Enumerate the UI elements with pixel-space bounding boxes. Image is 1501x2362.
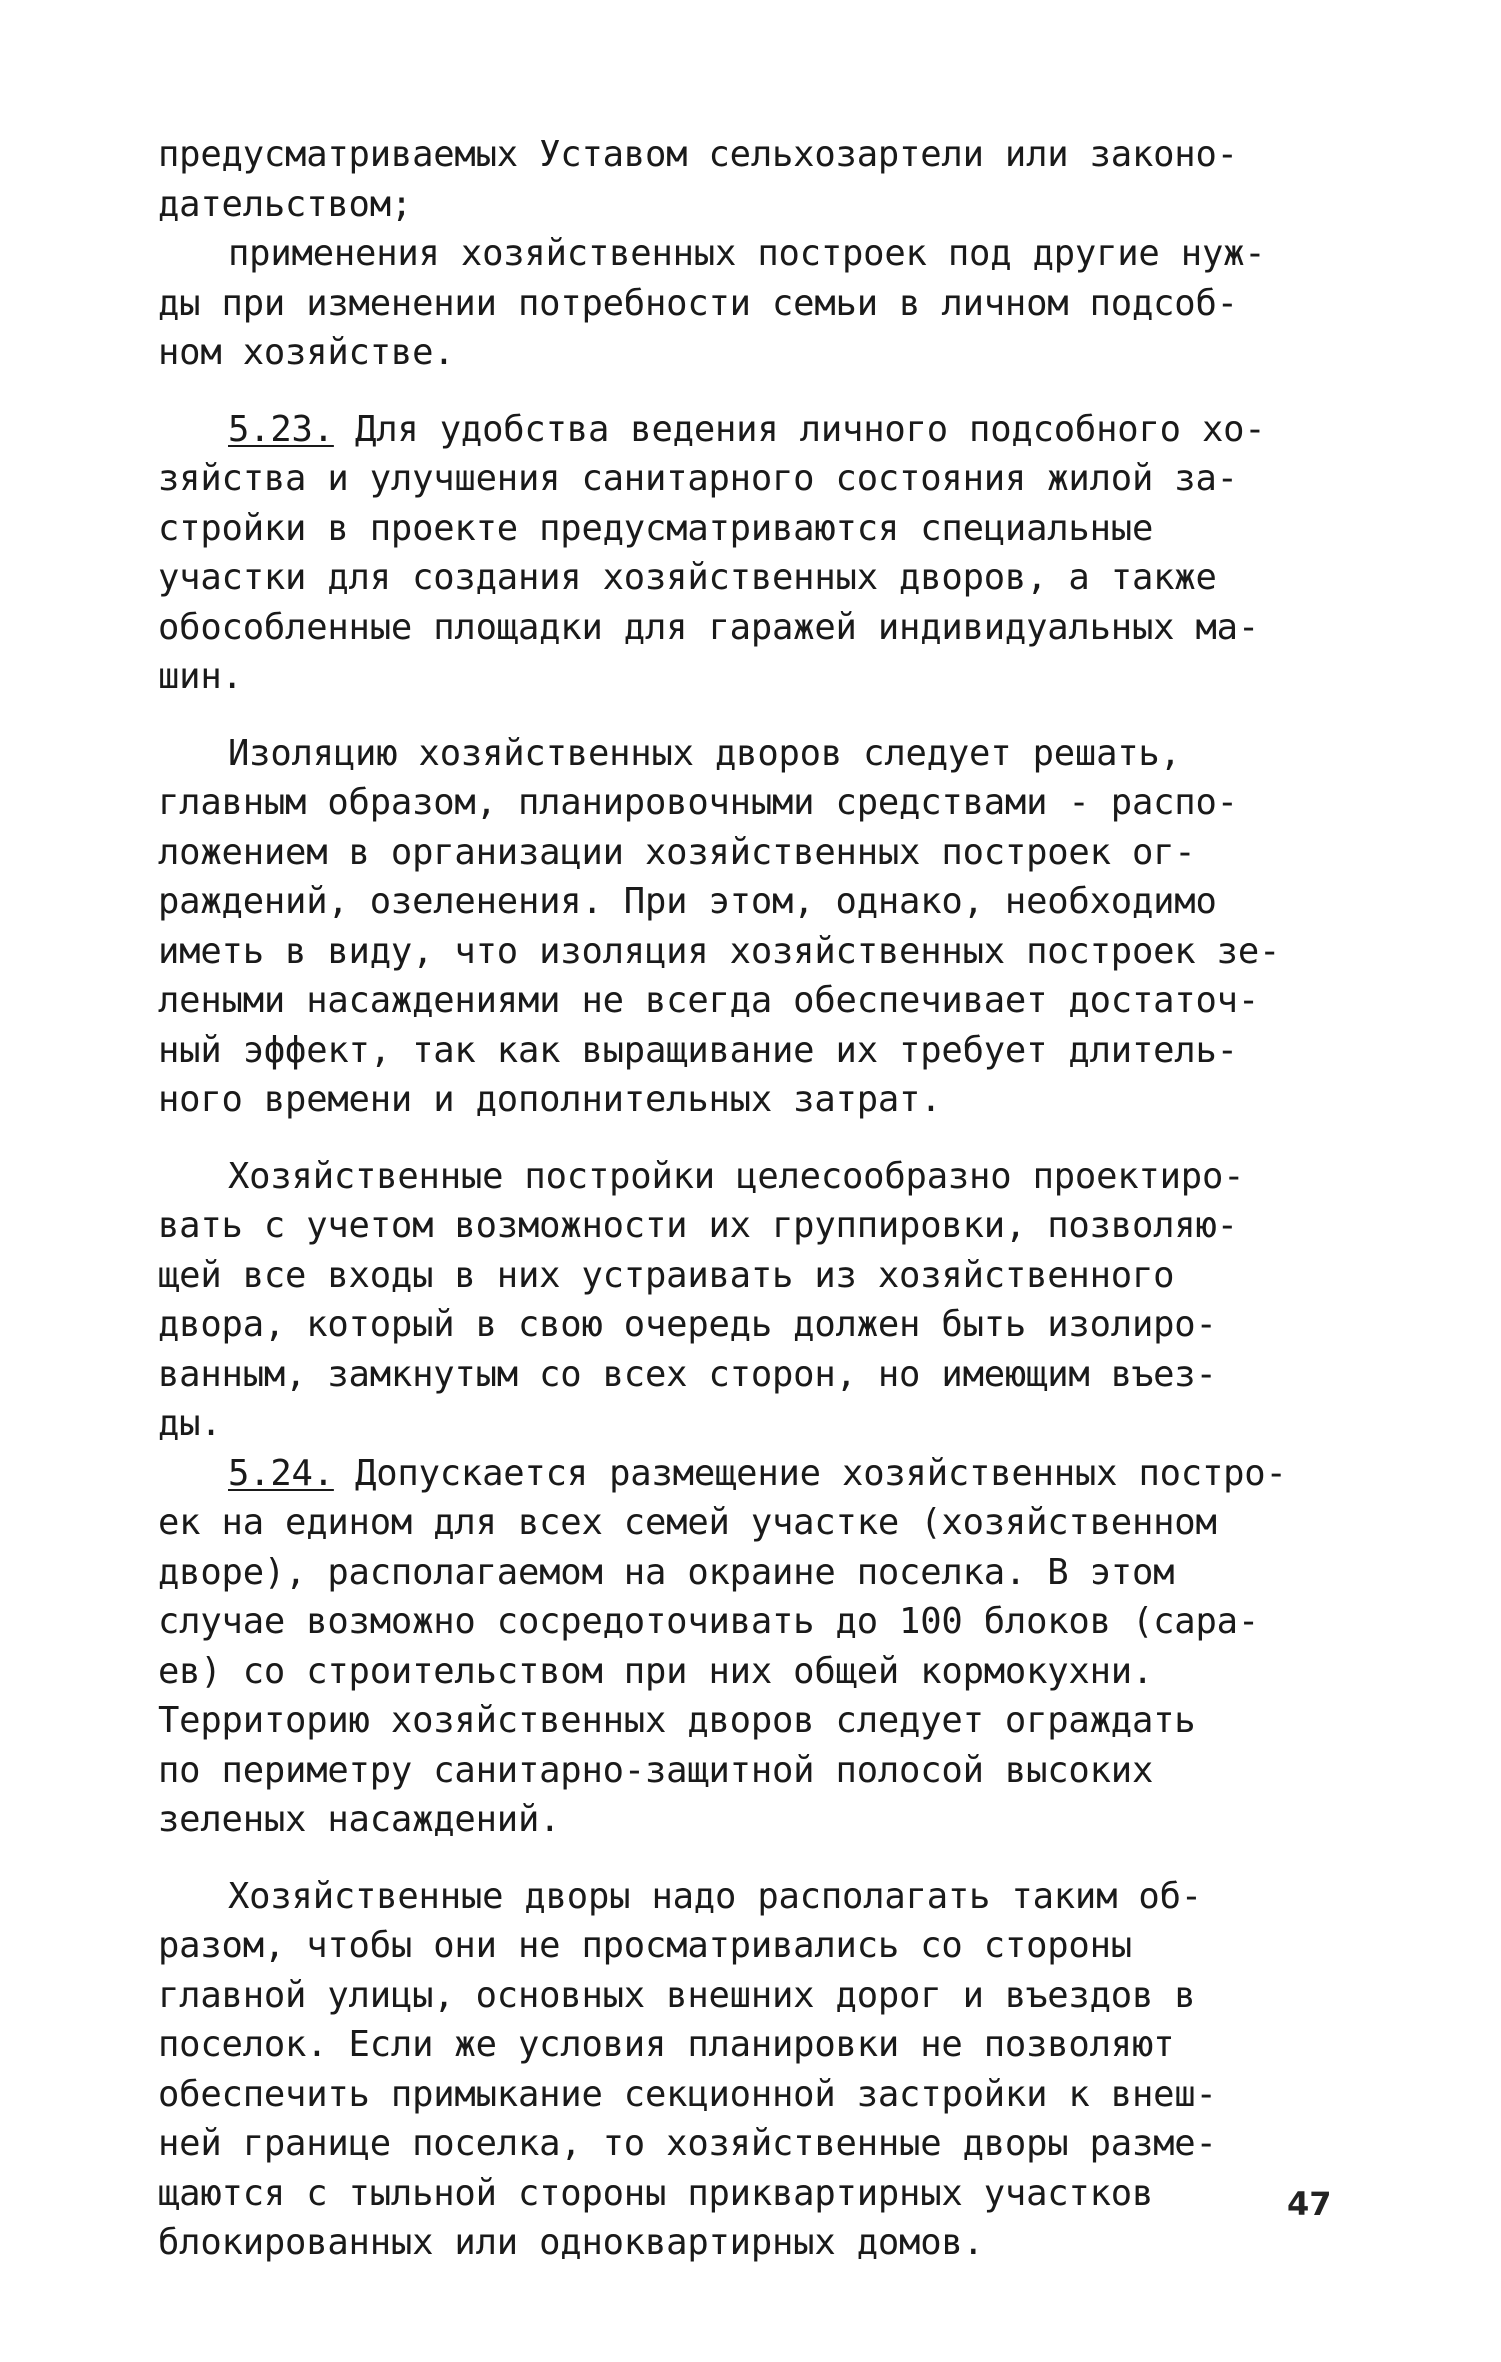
text-line: ванным, замкнутым со всех сторон, но имеющим въез-: [158, 1353, 1217, 1395]
text-line: ды.: [158, 1403, 222, 1444]
text-line: зяйства и улучшения санитарного состояния жилой за-: [158, 458, 1238, 499]
text-line: участки для создания хозяйственных дворов, а также: [158, 557, 1217, 598]
paragraph: [158, 1152, 1388, 1449]
text-line-rest: Для удобства ведения личного подсобного хо-: [333, 408, 1266, 450]
text-line: главным образом, планировочными средствами - распо-: [158, 782, 1238, 823]
text-line: [158, 1449, 1388, 1499]
text-line: предусматриваемых Уставом сельхозартели или законо-: [158, 134, 1238, 175]
text-line: ного времени и дополнительных затрат.: [158, 1079, 942, 1120]
text-line: стройки в проекте предусматриваются специальные: [158, 507, 1154, 549]
page-number: 47: [1287, 2185, 1332, 2223]
text-line: щаются с тыльной стороны приквартирных участков: [158, 2172, 1154, 2214]
clause-5-24: [158, 1449, 1388, 1845]
text-line: Хозяйственные постройки целесообразно проектиро-: [228, 1155, 1245, 1197]
text-line: ней границе поселка, то хозяйственные дворы разме-: [158, 2123, 1217, 2164]
text-line: ный эффект, так как выращивание их требует длитель-: [158, 1029, 1238, 1071]
clause-5-23: [158, 405, 1388, 702]
clause-number: 5.23.: [228, 408, 334, 450]
text-line: обособленные площадки для гаражей индивидуальных ма-: [158, 606, 1259, 648]
text-line: ложением в организации хозяйственных построек ог-: [158, 831, 1196, 873]
text-line: по периметру санитарно-защитной полосой высоких: [158, 1749, 1154, 1791]
text-line: случае возможно сосредоточивать до 100 блоков (сара-: [158, 1601, 1259, 1642]
text-line: щей все входы в них устраивать из хозяйственного: [158, 1254, 1175, 1296]
text-line: блокированных или одноквартирных домов.: [158, 2222, 984, 2263]
text-line: раждений, озеленения. При этом, однако, необходимо: [158, 881, 1217, 922]
text-line: обеспечить примыкание секционной застройки к внеш-: [158, 2073, 1217, 2115]
text-line: иметь в виду, что изоляция хозяйственных построек зе-: [158, 930, 1281, 972]
text-line: вать с учетом возможности их группировки, позволяю-: [158, 1205, 1238, 1246]
text-line: Хозяйственные дворы надо располагать таким об-: [228, 1875, 1202, 1917]
text-line: Изоляцию хозяйственных дворов следует решать,: [228, 732, 1181, 774]
text-line: [158, 405, 1388, 455]
paragraph-continuation: [158, 130, 1388, 229]
page-body: [158, 130, 1388, 2268]
paragraph: [158, 1872, 1388, 2268]
text-line: ек на едином для всех семей участке (хозяйственном: [158, 1502, 1217, 1543]
paragraph: [158, 729, 1388, 1125]
text-line: дворе), располагаемом на окраине поселка. В этом: [158, 1551, 1175, 1593]
text-line: поселок. Если же условия планировки не позволяют: [158, 2024, 1175, 2065]
text-line: главной улицы, основных внешних дорог и въездов в: [158, 1974, 1196, 2016]
text-line: разом, чтобы они не просматривались со стороны: [158, 1925, 1132, 1966]
text-line: зеленых насаждений.: [158, 1799, 561, 1840]
text-line: леными насаждениями не всегда обеспечивает достаточ-: [158, 980, 1259, 1021]
text-line: дательством;: [158, 183, 413, 225]
text-line-rest: Допускается размещение хозяйственных постро-: [333, 1452, 1287, 1494]
text-line: ев) со строительством при них общей кормокухни.: [158, 1650, 1154, 1692]
text-line: ды при изменении потребности семьи в личном подсоб-: [158, 282, 1238, 324]
clause-number: 5.24.: [228, 1452, 334, 1494]
text-line: ном хозяйстве.: [158, 332, 455, 373]
text-line: применения хозяйственных построек под другие нуж-: [228, 233, 1266, 274]
text-line: двора, который в свою очередь должен быть изолиро-: [158, 1304, 1217, 1345]
text-line: шин.: [158, 656, 243, 697]
text-line: Территорию хозяйственных дворов следует ограждать: [158, 1700, 1196, 1741]
paragraph: [158, 229, 1388, 378]
